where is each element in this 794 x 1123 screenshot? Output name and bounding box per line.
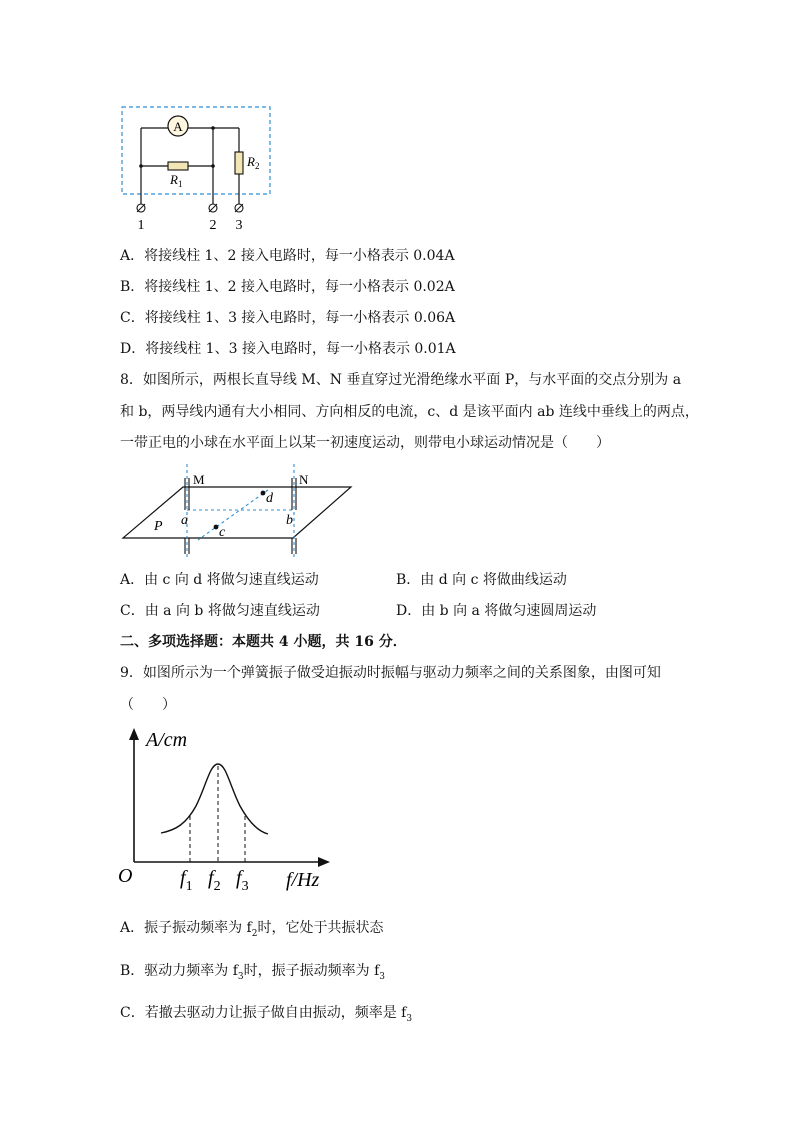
- terminal-2: [209, 204, 217, 212]
- point-d: [261, 491, 266, 496]
- q8-stem-line1: 8．如图所示，两根长直导线 M、N 垂直穿过光滑绝缘水平面 P，与水平面的交点分别为 a: [120, 372, 682, 388]
- label-a: a: [181, 513, 188, 528]
- q7-option-b: B．将接线柱 1、2 接入电路时，每一小格表示 0.02A: [120, 279, 455, 295]
- terminal-1-label: 1: [137, 218, 145, 233]
- circuit-figure: [116, 104, 276, 234]
- x-axis-label: f/Hz: [286, 869, 320, 891]
- label-b: b: [286, 513, 293, 528]
- r2-resistor: [235, 152, 243, 174]
- q7-option-a: A．将接线柱 1、2 接入电路时，每一小格表示 0.04A: [120, 248, 455, 264]
- wires-plane-figure: [118, 460, 358, 564]
- q8-option-c: C．由 a 向 b 将做匀速直线运动: [120, 603, 320, 619]
- q9-option-a: A．振子振动频率为 $f_2$时，它处于共振状态: [120, 920, 384, 939]
- terminal-3: [235, 204, 243, 212]
- resonance-curve: [161, 764, 268, 834]
- q8-stem-line2: 和 b，两导线内通有大小相同、方向相反的电流，c、d 是该平面内 ab 连线中垂线上的两点，: [120, 404, 699, 420]
- dashed-box: [122, 107, 270, 194]
- r1-label: $R_1$: [170, 172, 183, 189]
- q8-option-a: A．由 c 向 d 将做匀速直线运动: [120, 572, 319, 588]
- label-m: M: [193, 472, 205, 487]
- ammeter-label: A: [173, 119, 183, 134]
- terminal-1: [137, 204, 145, 212]
- r2-label: $R_2$: [247, 154, 260, 171]
- terminal-3-label: 3: [235, 218, 243, 233]
- r1-resistor: [168, 162, 188, 170]
- label-d: d: [266, 491, 273, 506]
- q8-stem-line3: 一带正电的小球在水平面上以某一初速度运动，则带电小球运动情况是（ ）: [120, 435, 610, 451]
- label-p: P: [154, 519, 163, 534]
- q8-option-b: B．由 d 向 c 将做曲线运动: [396, 572, 567, 588]
- origin-label: O: [118, 865, 133, 887]
- f2-label: $f_2$: [208, 867, 221, 894]
- q8-option-d: D．由 b 向 a 将做匀速圆周运动: [396, 603, 597, 619]
- q9-option-b: B．驱动力频率为 $f_3$时，振子振动频率为 $f_3$: [120, 963, 386, 982]
- label-n: N: [299, 472, 309, 487]
- f1-label: $f_1$: [180, 867, 193, 894]
- q7-option-c: C．将接线柱 1、3 接入电路时，每一小格表示 0.06A: [120, 310, 456, 326]
- resonance-curve-figure: [114, 724, 334, 900]
- f3-label: $f_3$: [236, 867, 249, 894]
- label-c: c: [219, 525, 226, 540]
- section-2-title: 二、多项选择题：本题共 4 小题，共 16 分．: [120, 634, 407, 650]
- q7-option-d: D．将接线柱 1、3 接入电路时，每一小格表示 0.01A: [120, 341, 456, 357]
- q9-stem-line2: （ ）: [120, 697, 176, 713]
- y-axis-label: A/cm: [146, 729, 188, 751]
- point-c: [214, 525, 219, 530]
- terminal-2-label: 2: [209, 218, 217, 233]
- q9-stem-line1: 9．如图所示为一个弹簧振子做受迫振动时振幅与驱动力频率之间的关系图象，由图可知: [120, 665, 661, 681]
- q9-option-c: C．若撤去驱动力让振子做自由振动，频率是 $f_3$: [120, 1005, 413, 1024]
